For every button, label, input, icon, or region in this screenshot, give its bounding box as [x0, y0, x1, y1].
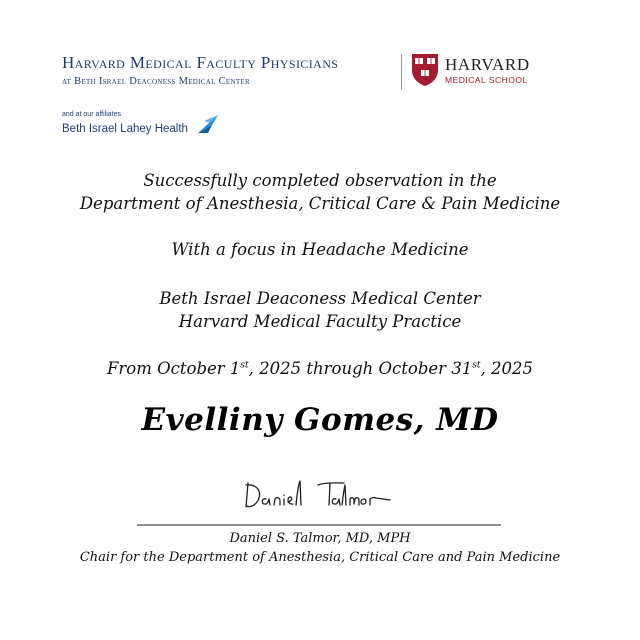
- date-year: , 2025: [480, 359, 534, 378]
- date-from: From October 1: [106, 359, 241, 378]
- affiliates-label: and at our affiliates: [62, 111, 122, 118]
- completion-statement: Successfully completed observation in the: [143, 171, 497, 190]
- recipient-name: Evelliny Gomes, MD: [141, 402, 499, 438]
- date-range: [0, 359, 640, 378]
- harvard-shield-icon: [411, 53, 439, 87]
- institution-line-2: Harvard Medical Faculty Practice: [178, 312, 462, 331]
- logo-divider: [401, 54, 402, 90]
- signer-title: Chair for the Department of Anesthesia, Critical Care and Pain Medicine: [79, 550, 561, 565]
- bilh-logo-name: Beth Israel Lahey Health: [62, 123, 188, 135]
- certificate-header: [0, 0, 640, 150]
- hmfp-logo-title: Harvard Medical Faculty Physicians: [62, 53, 339, 72]
- signature-line: [137, 524, 501, 526]
- date-from-suffix: st: [240, 360, 249, 371]
- hms-logo-name: HARVARD: [445, 55, 530, 74]
- hms-logo-subtitle: MEDICAL SCHOOL: [445, 75, 528, 85]
- handwritten-signature: [238, 475, 398, 515]
- department-line: Department of Anesthesia, Critical Care & Pain Medicine: [79, 194, 561, 213]
- hmfp-logo-subtitle: at Beth Israel Deaconess Medical Center: [62, 76, 250, 87]
- focus-line: With a focus in Headache Medicine: [171, 240, 469, 259]
- date-through: , 2025 through October 31: [248, 359, 473, 378]
- bilh-bird-icon: [196, 113, 220, 135]
- institution-line-1: Beth Israel Deaconess Medical Center: [159, 289, 481, 308]
- signer-name: Daniel S. Talmor, MD, MPH: [229, 531, 411, 546]
- date-through-suffix: st: [472, 360, 481, 371]
